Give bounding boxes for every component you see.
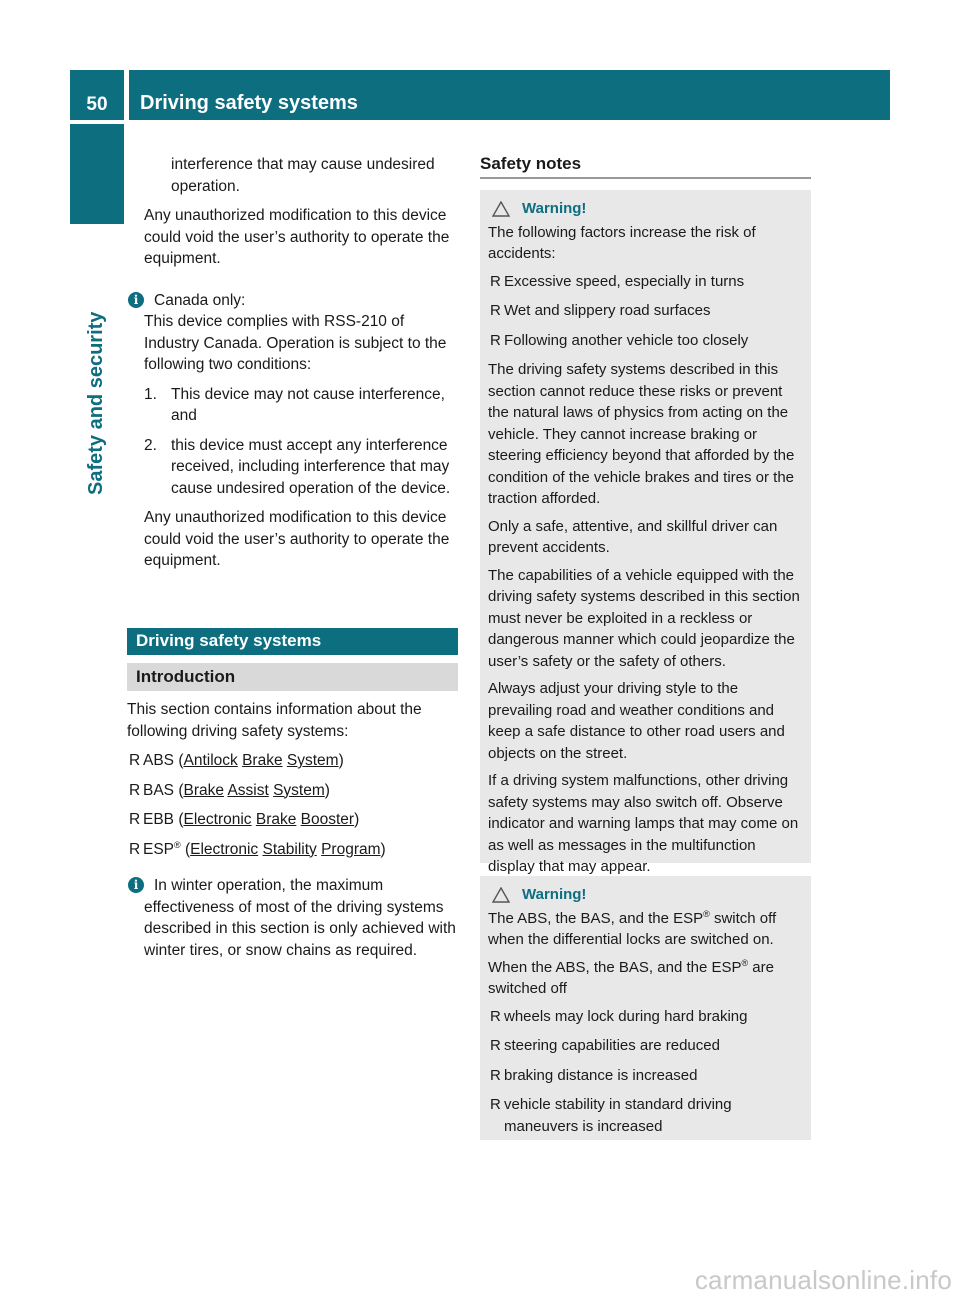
page-number: 50 xyxy=(70,70,124,120)
warning-bullet: R Excessive speed, especially in turns xyxy=(490,272,745,290)
warning-bullet: R steering capabilities are reduced xyxy=(490,1037,720,1054)
info-canada-label: Canada only: xyxy=(154,291,246,309)
continued-list-text: interference that may cause undesired operation. xyxy=(171,156,435,195)
side-tab xyxy=(82,245,112,495)
modification-note: Any unauthorized modification to this device could void the user’s authority to operate the equipment. xyxy=(144,207,450,267)
left-column-top xyxy=(133,154,460,580)
warning-triangle-icon xyxy=(492,887,510,903)
warning-triangle-icon xyxy=(492,201,510,217)
warning-paragraph: The driving safety systems described in this section cannot reduce these risks or prevent the natural laws of physics from acting on the vehicle. They cannot increase braking or steering efficiency beyond that afforded by the condition of the vehicle brakes and tires or the traction afforded. xyxy=(488,361,795,507)
subsection-title: Introduction xyxy=(127,663,458,691)
intro-paragraph: This section contains information about the following driving safety systems: xyxy=(127,701,422,740)
warning-paragraph: The ABS, the BAS, and the ESP® switch off when the differential locks are switched on. xyxy=(488,908,777,948)
list-item: 2. this device must accept any interference received, including interference that may cause undesired operation of the device. xyxy=(144,436,451,497)
info-canada xyxy=(133,290,460,572)
warning-box-2 xyxy=(480,876,811,1140)
system-item-bas: R BAS (Brake Assist System) xyxy=(129,781,330,799)
warning-paragraph: The capabilities of a vehicle equipped with the driving safety systems described in this section must never be exploited in a reckless or dangerous manner which could jeopardize the user’s safety or the safety of others. xyxy=(488,566,800,670)
warning-bullet: R vehicle stability in standard driving maneuvers is increased xyxy=(490,1096,732,1135)
list-item: 1. This device may not cause interference, and xyxy=(144,385,445,424)
system-item-ebb: R EBB (Electronic Brake Booster) xyxy=(129,811,360,828)
warning-paragraph: When the ABS, the BAS, and the ESP® are switched off xyxy=(488,957,774,997)
warning-bullet: R Wet and slippery road surfaces xyxy=(490,302,711,319)
system-item-abs: R ABS (Antilock Brake System) xyxy=(129,752,344,769)
info-icon: i xyxy=(128,292,144,308)
warning-paragraph: Always adjust your driving style to the prevailing road and weather conditions and keep a safe distance to other road users and objects on the street. xyxy=(488,680,785,762)
info-canada-text: This device complies with RSS-210 of Industry Canada. Operation is subject to the following two conditions: xyxy=(144,313,447,373)
page-header-title: Driving safety systems xyxy=(129,70,890,120)
warning-title: Warning! xyxy=(488,884,803,906)
warning-paragraph: Only a safe, attentive, and skillful driver can prevent accidents. xyxy=(488,517,778,556)
side-tab-block xyxy=(70,124,124,224)
modification-note: Any unauthorized modification to this device could void the user’s authority to operate the equipment. xyxy=(144,509,450,569)
section-title: Driving safety systems xyxy=(127,628,458,655)
info-winter xyxy=(133,875,460,961)
warning-bullet: R Following another vehicle too closely xyxy=(490,331,749,349)
safety-notes-heading: Safety notes xyxy=(480,154,811,179)
warning-intro: The following factors increase the risk of accidents: xyxy=(488,223,756,262)
left-column-intro xyxy=(127,699,460,868)
info-winter-text: In winter operation, the maximum effectiveness of most of the driving systems described in this section is only achieved with winter tires, or snow chains as required. xyxy=(144,877,456,959)
warning-title: Warning! xyxy=(488,198,803,220)
warning-bullet: R wheels may lock during hard braking xyxy=(490,1007,748,1025)
watermark: carmanualsonline.info xyxy=(694,1265,952,1295)
info-icon: i xyxy=(128,877,144,893)
warning-paragraph: If a driving system malfunctions, other driving safety systems may also switch off. Observe indicator and warning lamps that may come on as well as messages in the multifunction display that may appear. xyxy=(488,772,799,875)
warning-box-1 xyxy=(480,190,811,875)
side-tab-label: Safety and security xyxy=(85,311,107,495)
warning-bullet: R braking distance is increased xyxy=(490,1066,698,1084)
system-item-esp: R ESP® (Electronic Stability Program) xyxy=(129,839,386,858)
